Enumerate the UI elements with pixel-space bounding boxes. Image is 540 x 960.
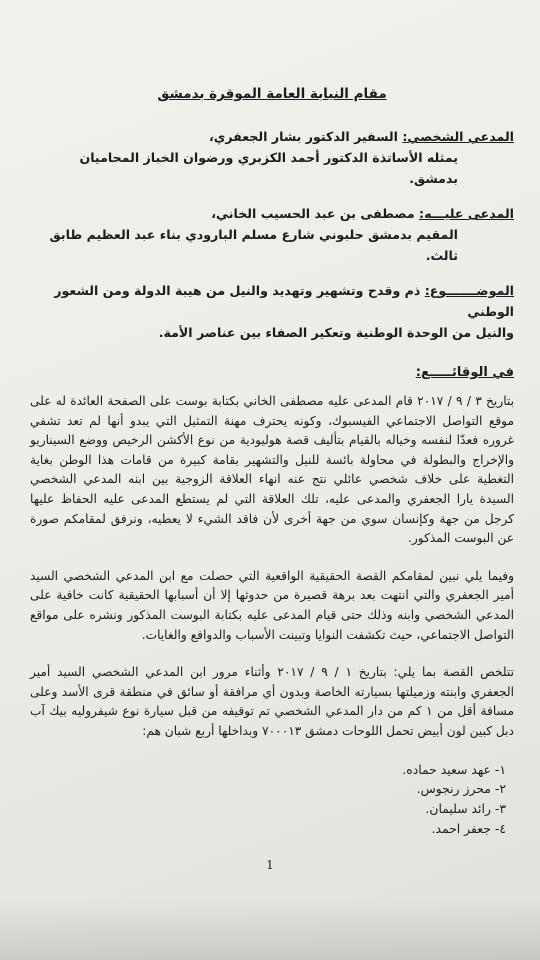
subject-label: الموضـــــــوع: xyxy=(424,283,514,298)
defendant-address: المقيم بدمشق حلبوني شارع مسلم البارودي بناء عبد العظيم طابق ثالث. xyxy=(49,227,458,263)
page-number: 1 xyxy=(266,858,274,872)
document-title: مقام النيابة العامة الموقرة بدمشق xyxy=(157,86,387,102)
defendant-name: مصطفى بن عبد الحسيب الخاني، xyxy=(211,206,415,221)
subject-line-1: ذم وقدح وتشهير وتهديد والنيل من هيبة الدولة ومن الشعور الوطني xyxy=(54,283,514,319)
facts-heading: في الوقائـــــع: xyxy=(415,365,514,380)
facts-paragraph-3: تتلخص القصة بما يلي: بتاريخ ١ / ٩ / ٢٠١٧ وأثناء مرور ابن المدعي الشخصي السيد أمير الجعفري وابنته وزميلتها بسيارته الخاصة وبدون أي مرافقة أو سائق في منطقة قرى الأسد وعلى مسافة أقل من ١ كم من دار المدعي الشخصي تم توقيفه من قبل سيارة نوع شيفروليه بيك آب دبل كبين لون أبيض تحمل اللوحات دمشق ٧٠٠٠١٣ وبداخلها أربع شبان هم: xyxy=(30,665,515,738)
list-item: ٤- جعفر احمد. xyxy=(431,820,506,836)
list-item: ٢- محرز رنجوس. xyxy=(416,781,506,797)
photo-shadow xyxy=(0,900,540,960)
subject-line-2: والنيل من الوحدة الوطنية وتعكير الصفاء بين عناصر الأمة. xyxy=(158,325,514,340)
plaintiff-name: السفير الدكتور بشار الجعفري، xyxy=(209,129,398,144)
subject-section xyxy=(30,280,514,343)
facts-paragraph-1: بتاريخ ٣ / ٩ / ٢٠١٧ قام المدعى عليه مصطفى الخاني بكتابة بوست على الصفحة العائدة له على موقع التواصل الاجتماعي الفيسبوك، وكونه يحترف مهنة التمثيل التي يبدو أنها لم تعد تشفي غروره فعدّا لنفسه وخياله بالقيام بتأليف قصة هوليودية من نوع الأكشن الرخيص ووضع السيناريو والإخراج والبطولة في محاولة بائسة للنيل والتشهير بقامة كبيرة من قامات هذا الوطن بغاية التغطية على خلاف شخصي عائلي نتج عنه انهاء العلاقة الزوجية بين ابنه المدعي الشخصي السيدة يارا الجعفري والمدعى عليه، تلك العلاقة التي لم يستطع المدعى عليه الحفاظ عليها كرجل من جهة وكإنسان سوي من جهة أخرى لأن فاقد الشيء لا يعطيه، ونرفق لمقامكم صورة عن البوست المذكور. xyxy=(30,394,514,546)
names-list xyxy=(30,760,514,839)
list-item: ١- عهد سعيد حماده. xyxy=(402,761,506,777)
plaintiff-label: المدعي الشخصي: xyxy=(402,129,514,144)
defendant-section xyxy=(30,203,514,266)
plaintiff-section xyxy=(30,126,514,189)
facts-paragraph-2: وفيما يلي نبين لمقامكم القصة الحقيقية الواقعية التي حصلت مع ابن المدعي الشخصي السيد أمير الجعفري والتي انتهت بعد برهة قصيرة من حدوثها إلا أن أسبابها الحقيقية كانت خافية على المدعي الشخصي وابنه وذلك حتى قيام المدعى عليه بكتابة البوست المذكور ونشره على مواقع التواصل الاجتماعي، حيث تكشفت النوايا وتبينت الأسباب والدوافع والغايات. xyxy=(30,568,514,642)
defendant-label: المدعى عليـــه: xyxy=(419,206,514,221)
list-item: ٣- رائد سليمان. xyxy=(425,801,506,817)
plaintiff-representatives: يمثله الأساتذة الدكتور أحمد الكزبري ورضوان الخباز المحاميان بدمشق. xyxy=(79,150,458,186)
document-body xyxy=(30,86,514,839)
